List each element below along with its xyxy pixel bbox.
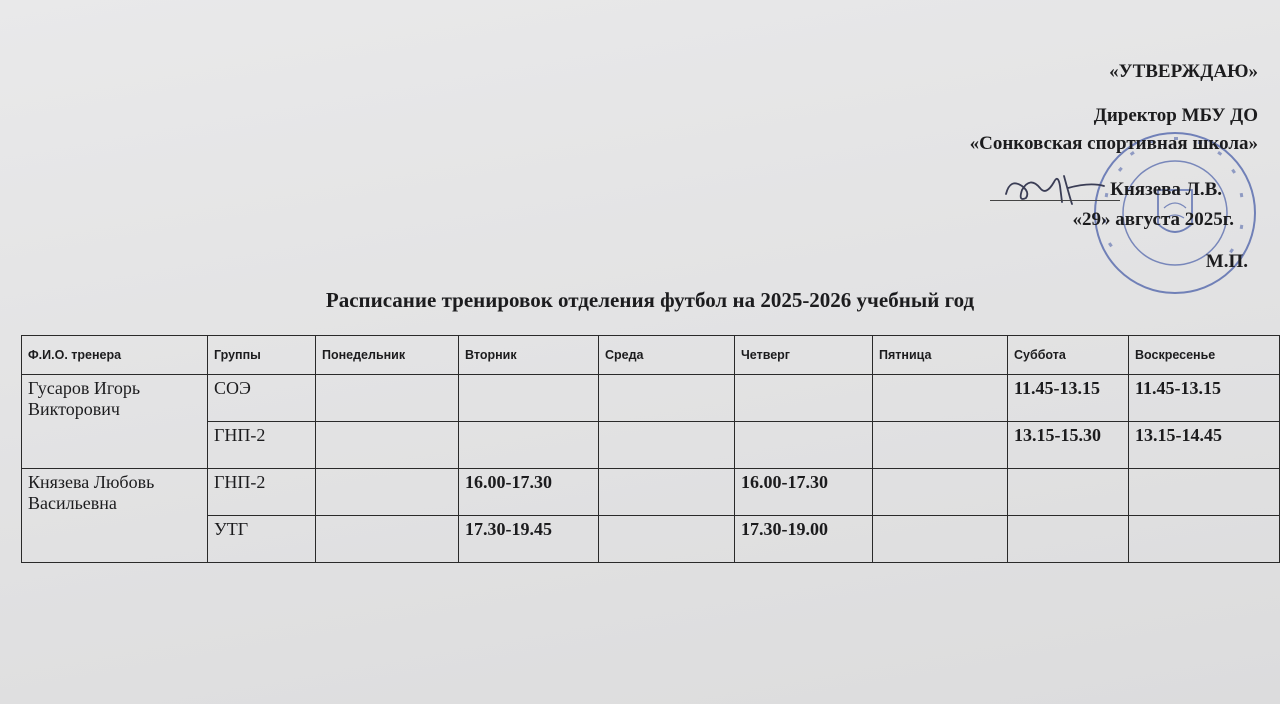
coach-name: Князева Любовь Васильевна — [22, 469, 208, 563]
table-row — [22, 375, 1280, 422]
saturday-cell — [1008, 516, 1129, 563]
wednesday-cell — [599, 422, 735, 469]
group-cell: ГНП-2 — [208, 469, 316, 516]
approval-date: «29» августа 2025г. — [1072, 209, 1234, 230]
group-cell: ГНП-2 — [208, 422, 316, 469]
monday-cell — [316, 469, 459, 516]
school-name: «Сонковская спортивная школа» — [969, 133, 1258, 154]
saturday-cell — [1008, 469, 1129, 516]
tuesday-cell — [459, 422, 599, 469]
column-header: Группы — [208, 336, 316, 375]
coach-name: Гусаров Игорь Викторович — [22, 375, 208, 469]
tuesday-cell: 16.00-17.30 — [459, 469, 599, 516]
column-header: Вторник — [459, 336, 599, 375]
table-row — [22, 469, 1280, 516]
sunday-cell — [1129, 516, 1280, 563]
director-position: Директор МБУ ДО — [1093, 105, 1258, 126]
thursday-cell — [735, 422, 873, 469]
sunday-cell — [1129, 469, 1280, 516]
thursday-cell: 17.30-19.00 — [735, 516, 873, 563]
friday-cell — [873, 516, 1008, 563]
saturday-cell: 11.45-13.15 — [1008, 375, 1129, 422]
group-cell: СОЭ — [208, 375, 316, 422]
thursday-cell — [735, 375, 873, 422]
column-header: Четверг — [735, 336, 873, 375]
sunday-cell: 11.45-13.15 — [1129, 375, 1280, 422]
seal-mark: М.П. — [1205, 251, 1248, 272]
table-row — [22, 422, 1280, 469]
column-header: Воскресенье — [1129, 336, 1280, 375]
approve-heading: «УТВЕРЖДАЮ» — [1109, 61, 1258, 82]
schedule-table — [21, 335, 1280, 563]
column-header: Ф.И.О. тренера — [22, 336, 208, 375]
saturday-cell: 13.15-15.30 — [1008, 422, 1129, 469]
thursday-cell: 16.00-17.30 — [735, 469, 873, 516]
monday-cell — [316, 375, 459, 422]
wednesday-cell — [599, 469, 735, 516]
friday-cell — [873, 375, 1008, 422]
table-header-row — [22, 336, 1280, 375]
tuesday-cell: 17.30-19.45 — [459, 516, 599, 563]
sunday-cell: 13.15-14.45 — [1129, 422, 1280, 469]
friday-cell — [873, 422, 1008, 469]
column-header: Среда — [599, 336, 735, 375]
monday-cell — [316, 516, 459, 563]
column-header: Понедельник — [316, 336, 459, 375]
tuesday-cell — [459, 375, 599, 422]
signer-name: Князева Л.В. — [1110, 179, 1222, 200]
column-header: Суббота — [1008, 336, 1129, 375]
column-header: Пятница — [873, 336, 1008, 375]
document-title: Расписание тренировок отделения футбол на 2025-2026 учебный год — [325, 288, 975, 312]
wednesday-cell — [599, 516, 735, 563]
monday-cell — [316, 422, 459, 469]
wednesday-cell — [599, 375, 735, 422]
table-row — [22, 516, 1280, 563]
group-cell: УТГ — [208, 516, 316, 563]
friday-cell — [873, 469, 1008, 516]
approval-block — [858, 56, 1258, 276]
